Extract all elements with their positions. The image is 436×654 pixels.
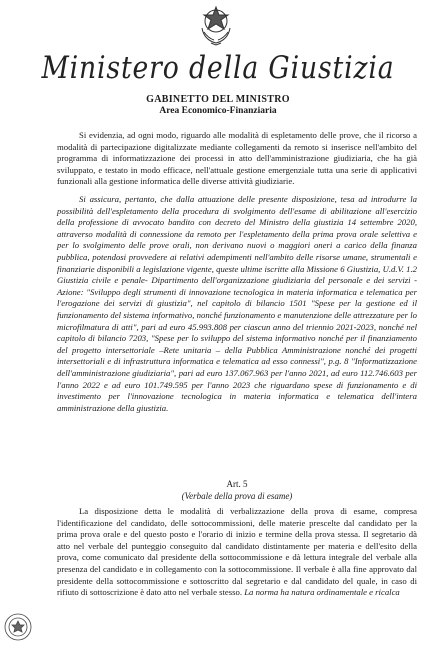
article-title: (Verbale della prova di esame) — [181, 491, 293, 501]
official-stamp-icon — [3, 612, 33, 642]
paragraph-text-italic: La norma ha natura ordinamentale e ricalca — [244, 587, 400, 598]
article-number: Art. 5 — [226, 479, 248, 489]
paragraph-text-normal: La disposizione detta le modalità di verbalizzazione della prova di esame, compresa l'identificazione del candidato, delle sottocommissioni, delle materie prescelte dal candidato per la prima prova orale e del questo posto e l'orario di inizio e termine della prova stessa. Il segretario dà atto nel verbale del punteggio conseguito dal candidato distintamente per materia e dell'esito della prova, come comunicato dal presidente della sottocommissione e dà lettura integrale del verbale alla presenza del candidato e in collegamento con la sottocommissione. Il verbale è alla fine approvato dal presidente della sottocommissione e sottoscritto dal segretario e dal candidato del quale, in caso di rifiuto di sottoscrizione è dato atto nel verbale stesso. — [57, 506, 417, 598]
paragraph-text: Si assicura, pertanto, che dalla attuazione delle presente disposizione, tesa ad introdurre la possibilità dell'espletamento della procedura di svolgimento dell'esame di abilitazione all'esercizio della professione di avvocato bandito con decreto del Ministro della giustizia 14 settembre 2020, attraverso modalità di connessione da remoto per l'espletamento della prima prova orale selettiva e per lo svolgimento delle prove orali, non derivano nuovi o maggiori oneri a carico della finanza pubblica, potendosi provvedere ai relativi adempimenti nell'ambito delle risorse umane, strumentali e finanziarie disponibili a legislazione vigente, queste ultime iscritte alla Missione 6 Giustizia, U.d.V. 1.2 Giustizia civile e penale- Dipartimento dell'organizzazione giudiziaria del personale e dei servizi - Azione: "Sviluppo degli strumenti di innovazione tecnologica in materia informatica e telematica per l'erogazione dei servizi di giustizia", nel capitolo di bilancio 1501 "Spese per la gestione ed il funzionamento del sistema informativo, nonché funzionamento e manutenzione delle attrezzature per lo microfilmatura di atti", pari ad euro 45.993.808 per ciascun anno del triennio 2021-2023, nonché nel capitolo di bilancio 7203, "Spese per lo sviluppo del sistema informativo nonché per il finanziamento del progetto intersettoriale –Rete unitaria – della Pubblica Amministrazione nonché dei progetti intersettoriali e di infrastruttura informatica e telematica ad esso connessi", p.g. 8 "Informatizzazione dell'amministrazione giudiziaria", pari ad euro 137.067.963 per l'anno 2021, ad euro 112.746.603 per l'anno 2022 e ad euro 101.749.595 per l'anno 2023 che riguardano spese di funzionamento e di investimento per l'innovazione tecnologica in materia informatica e telematica dell'intera amministrazione della giustizia. — [57, 194, 417, 413]
italian-republic-emblem-icon — [198, 4, 234, 46]
ministry-title: Ministero della Giustizia — [41, 50, 395, 86]
cabinet-heading: GABINETTO DEL MINISTRO — [146, 94, 290, 105]
paragraph-exam-record — [57, 506, 417, 599]
paragraph-remote-modalities — [57, 130, 417, 188]
paragraph-financial-coverage — [57, 194, 417, 414]
article-heading — [57, 478, 417, 502]
paragraph-text — [57, 506, 417, 599]
paragraph-text: Si evidenzia, ad ogni modo, riguardo alle modalità di espletamento delle prove, che il ricorso a modalità di partecipazione digitalizzate mediante collegamenti da remoto si inserisce nell'ambito del programma di informatizzazione dei processi in atto dell'amministrazione giudiziaria, che ha già sviluppato, e testato in modo efficace, nell'attuale gestione emergenziale tutta una serie di applicativi funzionali alla gestione informatica delle diverse attività giudiziarie. — [57, 130, 417, 187]
area-subheading: Area Economico-Finanziaria — [159, 106, 277, 116]
